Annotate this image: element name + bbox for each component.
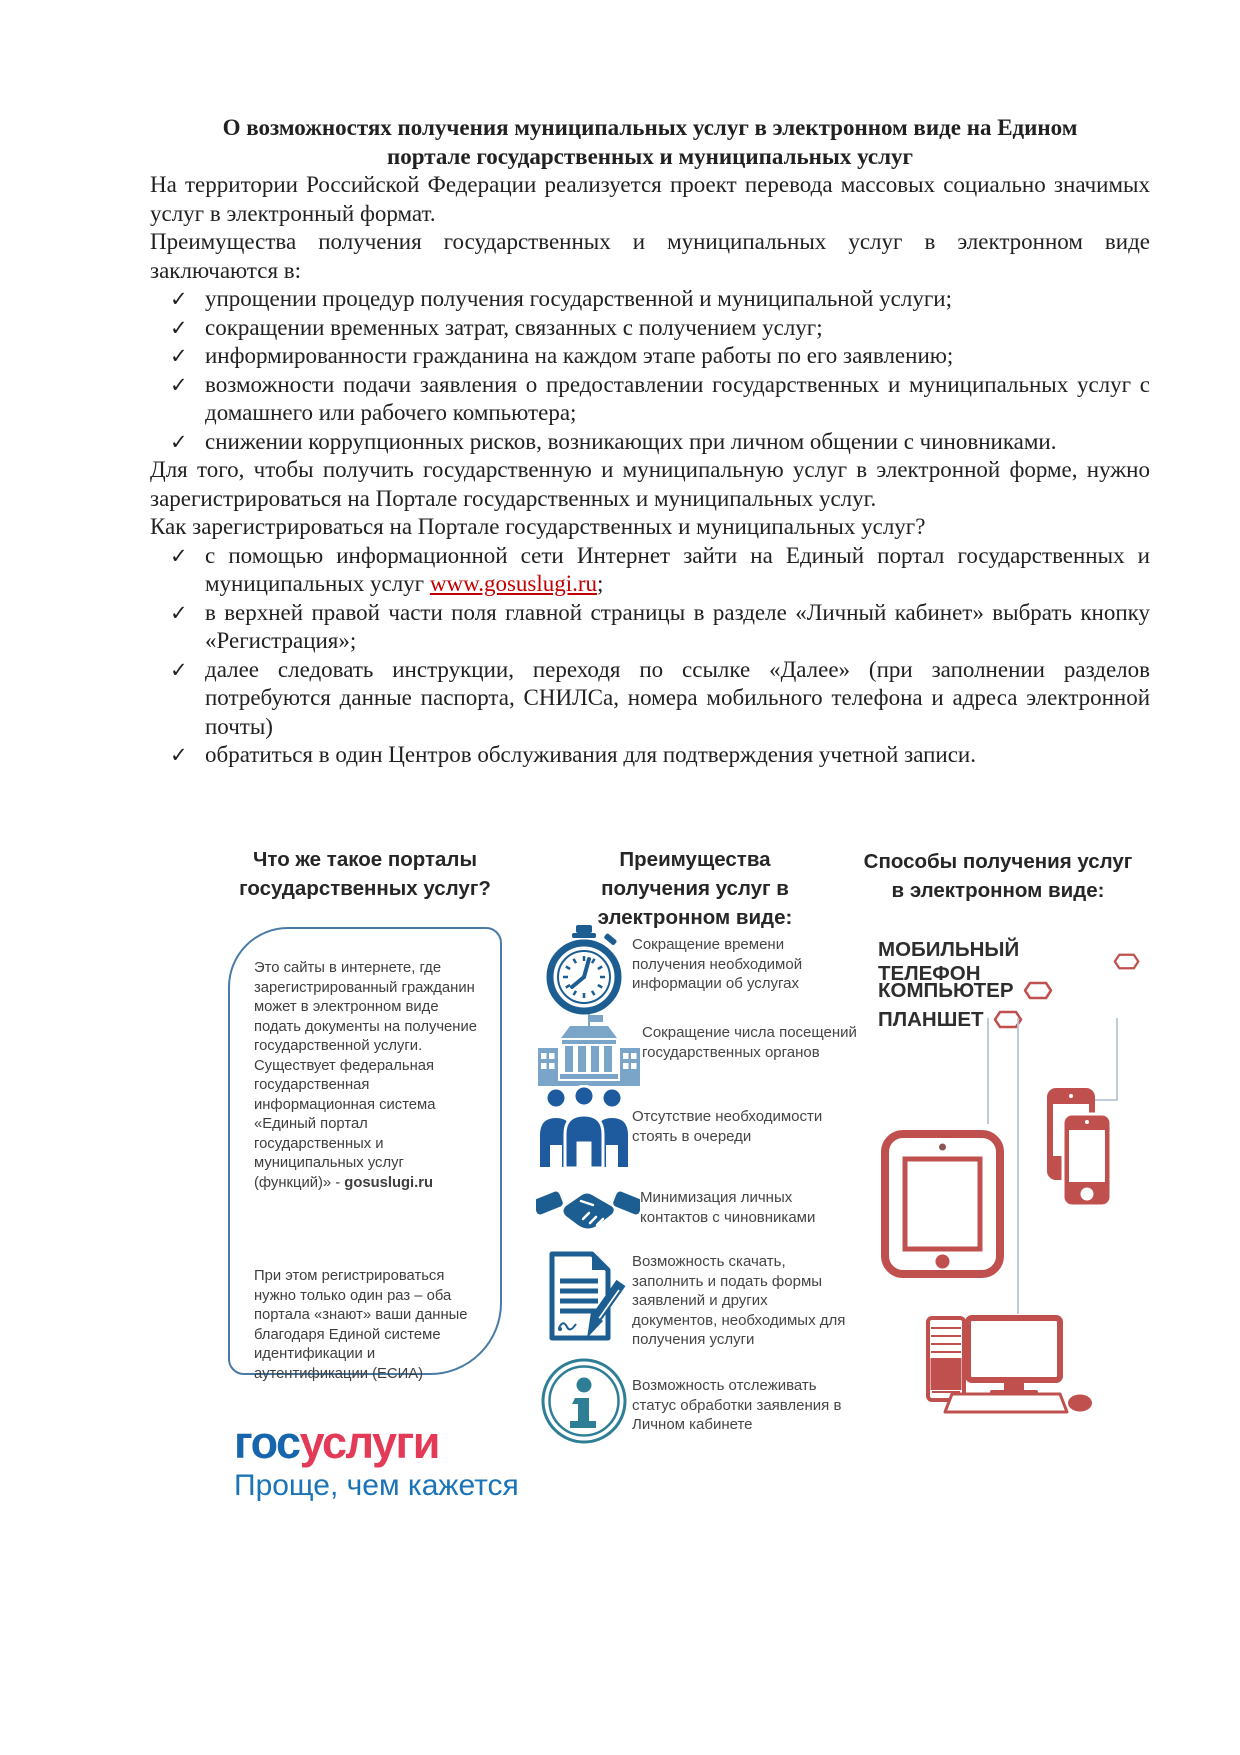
gosuslugi-logo [234,1419,530,1467]
list-item-text: сокращении временных затрат, связанных с получением услуг; [205,314,823,340]
hexagon-marker [1023,981,1053,1000]
list-item [150,314,1150,343]
list-item [150,428,1150,457]
list-item-text: в верхней правой части поля главной страницы в разделе «Личный кабинет» выбрать кнопку «Регистрация»; [205,599,1150,653]
column-what-header-line: государственных услуг? [239,877,491,900]
phones-illustration [1047,1088,1111,1206]
column-what-header-line: Что же такое порталы [253,848,477,871]
checkmark-icon: ✓ [170,743,188,767]
benefit-item [536,1085,860,1169]
gosuslugi-tagline: Проще, чем кажется [234,1469,519,1502]
checkmark-icon: ✓ [170,600,188,625]
checkmark-icon: ✓ [170,543,188,568]
logo-part-uslugi: услуги [299,1417,439,1468]
benefit-caption: Сокращение времени получения необходимой информации об услугах [632,936,803,992]
list-item-text: снижении коррупционных рисков, возникающих при личном общении с чиновниками. [205,428,1057,454]
list-item-text-part: ; [597,571,604,596]
stopwatch-icon [536,925,632,1017]
column-benefits-header-line: получения услуг в [601,877,789,900]
checkmark-icon: ✓ [170,657,188,682]
list-item-text-part: с помощью информационной сети Интернет зайти на Единый портал государственных и муниципальных услуг [205,542,1150,596]
list-item-text: возможности подачи заявления о предоставлении государственных и муниципальных услуг с домашнего или рабочего компьютера; [205,371,1150,425]
benefit-item [536,925,860,1017]
benefit-caption: Возможность скачать, заполнить и подать формы заявлений и других документов, необходимых для получения услуги [632,1253,846,1348]
checkmark-icon: ✓ [170,287,188,311]
label-mobile-phone [878,937,1140,985]
info-icon [536,1358,632,1444]
infographic-column-benefits [530,845,860,1433]
benefit-item [536,1250,860,1350]
checkmark-icon: ✓ [170,315,188,340]
speech-bubble [228,927,502,1382]
list-item [150,371,1150,428]
column-ways-header-line: Способы получения услуг [863,850,1133,873]
document-title-line-1: О возможностях получения муниципальных услуг в электронном виде на Едином [222,115,1078,140]
infographic [0,835,1240,1595]
list-item-text [205,542,1150,599]
benefit-caption: Минимизация личных контактов с чиновниками [640,1189,816,1226]
document-pen-icon [536,1250,632,1350]
devices-illustration [856,1018,1140,1418]
document-body [150,114,1150,770]
column-benefits-header-line: Преимущества [619,848,771,871]
benefit-caption: Возможность отслеживать статус обработки заявления в Личном кабинете [632,1377,842,1433]
benefit-item [536,1013,860,1087]
column-ways-header-line: в электронном виде: [891,879,1105,902]
handshake-icon [536,1178,640,1240]
bubble-text: Это сайты в интернете, где зарегистрированный гражданин может в электронном виде подать документы на получение государственной услуги. Существует федеральная государственная информационная система «Единый портал государственных и муниципальных услуг (функций)» - [254,960,477,1191]
checkmark-icon: ✓ [170,429,188,454]
logo-part-gos: гос [234,1417,300,1468]
paragraph-register: Для того, чтобы получить государственную и муниципальную услуг в электронной форме, нужно зарегистрироваться на Портале государственных и муниципальных услуг. [150,457,1150,511]
list-item-text: упрощении процедур получения государственной и муниципальной услуги; [205,286,952,311]
device-label-text: МОБИЛЬНЫЙ ТЕЛЕФОН [878,937,1020,985]
paragraph-how-to-register: Как зарегистрироваться на Портале государственных и муниципальных услуг? [150,514,926,539]
device-label-text: КОМПЬЮТЕР [878,978,1014,1002]
benefit-item [536,1358,860,1444]
list-item [150,741,1150,770]
list-item [150,599,1150,656]
hexagon-marker [1113,952,1140,971]
device-label-text: ПЛАНШЕТ [878,1007,984,1031]
document-title-line-2: портале государственных и муниципальных услуг [387,143,913,169]
list-item-text: далее следовать инструкции, переходя по ссылке «Далее» (при заполнении разделов потребуются данные паспорта, СНИЛСа, номера мобильного телефона и адреса электронной почты) [205,656,1150,739]
infographic-column-what [200,845,530,1504]
list-item-text: обратиться в один Центров обслуживания для подтверждения учетной записи. [205,742,976,767]
people-queue-icon [536,1085,632,1169]
infographic-column-ways [856,847,1140,1034]
benefit-caption: Отсутствие необходимости стоять в очереди [632,1108,823,1145]
bubble-paragraph-1 [254,959,480,1193]
checkmark-icon: ✓ [170,344,188,368]
paragraph-benefits-lead: Преимущества получения государственных и муниципальных услуг в электронном виде заключаются в: [150,229,1150,283]
paragraph-intro: На территории Российской Федерации реализуется проект перевода массовых социально значимых услуг в электронный формат. [150,172,1150,226]
list-item [150,342,1150,371]
government-building-icon [536,1013,642,1087]
list-item [150,285,1150,314]
checkmark-icon: ✓ [170,372,188,397]
list-item [150,656,1150,742]
list-item-text: информированности гражданина на каждом этапе работы по его заявлению; [205,343,954,368]
tablet-illustration [885,1134,1000,1274]
gosuslugi-link[interactable]: www.gosuslugi.ru [429,571,598,596]
bubble-gosuslugi-bold: gosuslugi.ru [344,1174,434,1191]
list-item [150,542,1150,599]
bubble-paragraph-2: При этом регистрироваться нужно только один раз – оба портала «знают» ваши данные благодаря Единой системе идентификации и аутентификации (ЕСИА) [254,1268,468,1382]
benefit-item [536,1178,860,1240]
benefit-caption: Сокращение числа посещений государственных органов [642,1024,857,1061]
column-benefits-header-line: электронном виде: [597,906,793,929]
desktop-computer-illustration [928,1318,1092,1412]
